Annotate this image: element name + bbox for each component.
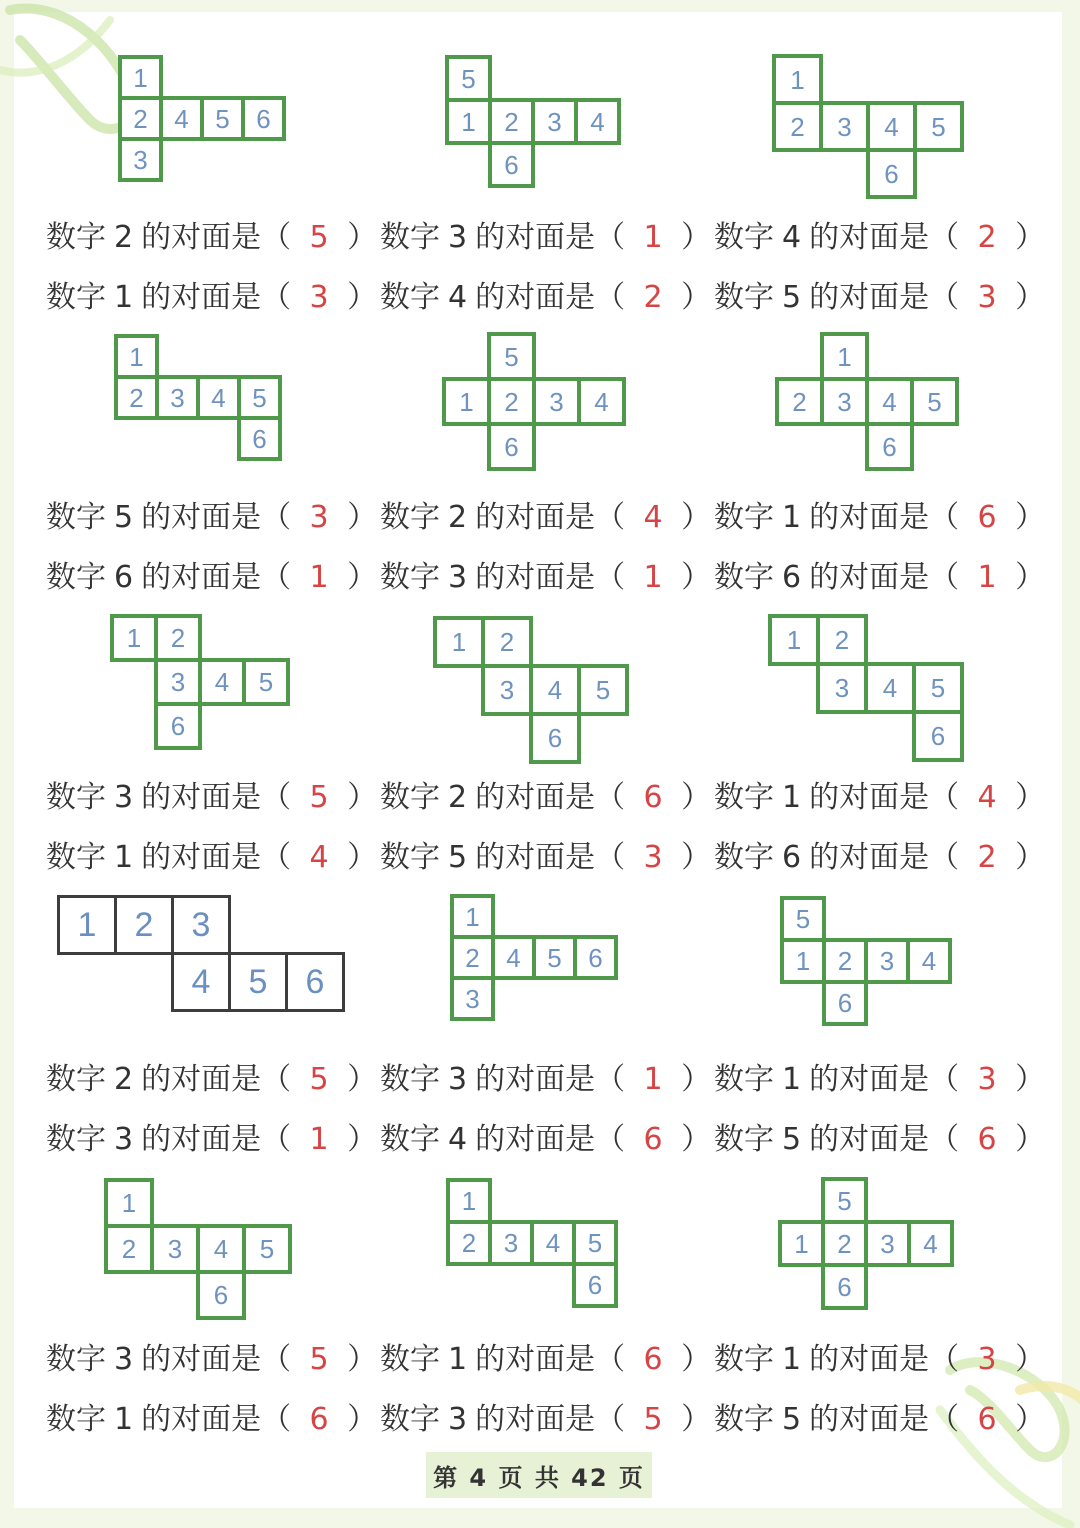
question-prefix: 数字 [714,1062,774,1097]
face-number: 1 [782,1062,802,1097]
question-prefix: 数字 [46,840,106,875]
question-end: ） [347,1402,378,1437]
net-cell: 6 [285,952,345,1012]
question-end: ） [1015,220,1046,255]
net-cell: 3 [118,137,163,182]
net-cell: 6 [572,1262,618,1308]
face-number: 3 [448,560,468,595]
opposite-face-question [46,1050,377,1110]
answer-value: 6 [977,500,997,535]
question-end: ） [347,1062,378,1097]
face-number: 1 [448,1342,468,1377]
answer-value: 6 [643,780,663,815]
opposite-face-question [714,1110,1045,1170]
question-prefix: 数字 [714,500,774,535]
net-cell: 1 [780,938,826,984]
opposite-face-question [714,548,1045,608]
question-prefix: 数字 [714,840,774,875]
face-number: 1 [114,1402,134,1437]
question-mid: 的对面是（ [809,1122,960,1157]
question-mid: 的对面是（ [141,1122,292,1157]
question-prefix: 数字 [380,280,440,315]
opposite-face-question [46,1110,377,1170]
net-cell: 4 [906,938,952,984]
opposite-face-question [380,488,711,548]
opposite-face-question [714,208,1045,268]
page-number-text: 第 4 页 共 42 页 [433,1463,645,1492]
face-number: 2 [114,1062,134,1097]
net-cell: 6 [487,422,536,471]
net-cell: 6 [154,702,202,750]
net-cell: 3 [154,658,202,706]
net-cell: 6 [912,710,964,762]
net-cell: 1 [768,614,820,666]
answer-value: 3 [309,280,329,315]
face-number: 2 [448,780,468,815]
face-number: 5 [782,280,802,315]
face-number: 5 [114,500,134,535]
question-prefix: 数字 [46,1062,106,1097]
net-cell: 6 [237,416,282,461]
net-cell: 5 [821,1177,868,1224]
net-cell: 6 [821,1263,868,1310]
question-row [0,768,1080,828]
answer-value: 5 [309,1062,329,1097]
net-cell: 2 [488,98,535,145]
question-end: ） [347,1122,378,1157]
opposite-face-question [714,1390,1045,1450]
net-cell: 4 [491,935,536,980]
question-end: ） [1015,1342,1046,1377]
face-number: 3 [448,1062,468,1097]
net-cell: 1 [110,614,158,662]
opposite-face-question [380,1050,711,1110]
net-cell: 6 [822,980,868,1026]
question-prefix: 数字 [380,560,440,595]
question-mid: 的对面是（ [809,780,960,815]
opposite-face-question [380,1110,711,1170]
question-end: ） [681,840,712,875]
question-end: ） [347,220,378,255]
net-cell: 2 [821,1220,868,1267]
face-number: 4 [448,280,468,315]
face-number: 6 [782,840,802,875]
net-cell: 1 [442,377,491,426]
question-mid: 的对面是（ [475,840,626,875]
question-end: ） [347,780,378,815]
answer-value: 6 [977,1122,997,1157]
opposite-face-question [46,548,377,608]
answer-value: 6 [643,1342,663,1377]
question-row [0,268,1080,328]
net-cell: 4 [865,377,914,426]
face-number: 6 [114,560,134,595]
net-cell: 3 [819,101,870,152]
net-cell: 3 [864,1220,911,1267]
answer-value: 3 [977,1342,997,1377]
question-end: ） [1015,840,1046,875]
net-cell: 1 [772,54,823,105]
net-cell: 5 [572,1220,618,1266]
net-cell: 3 [481,664,533,716]
opposite-face-question [46,1330,377,1390]
net-cell: 4 [907,1220,954,1267]
answer-value: 3 [977,280,997,315]
answer-value: 2 [643,280,663,315]
opposite-face-question [380,828,711,888]
question-prefix: 数字 [380,1342,440,1377]
question-mid: 的对面是（ [475,280,626,315]
net-cell: 5 [242,1224,292,1274]
net-cell: 5 [912,662,964,714]
answer-value: 3 [977,1062,997,1097]
question-end: ） [347,840,378,875]
face-number: 5 [448,840,468,875]
face-number: 5 [782,1122,802,1157]
question-end: ） [681,560,712,595]
face-number: 6 [782,560,802,595]
question-mid: 的对面是（ [809,280,960,315]
question-row [0,828,1080,888]
opposite-face-question [714,1050,1045,1110]
opposite-face-question [714,268,1045,328]
question-prefix: 数字 [380,1402,440,1437]
net-cell: 2 [487,377,536,426]
net-cell: 2 [481,616,533,668]
question-prefix: 数字 [714,1342,774,1377]
net-cell: 3 [820,377,869,426]
answer-value: 6 [643,1122,663,1157]
opposite-face-question [46,1390,377,1450]
question-end: ） [681,1062,712,1097]
face-number: 1 [782,500,802,535]
net-cell: 6 [241,96,286,141]
question-mid: 的对面是（ [141,1342,292,1377]
net-cell: 4 [196,375,241,420]
net-cell: 3 [450,976,495,1021]
face-number: 1 [114,840,134,875]
net-cell: 4 [864,662,916,714]
net-cell: 6 [865,422,914,471]
net-cell: 5 [910,377,959,426]
question-end: ） [1015,280,1046,315]
opposite-face-question [380,548,711,608]
answer-value: 2 [977,840,997,875]
net-cell: 2 [446,1220,492,1266]
page-number-footer [426,1452,652,1498]
face-number: 1 [782,1342,802,1377]
question-mid: 的对面是（ [475,500,626,535]
net-cell: 1 [820,332,869,381]
question-mid: 的对面是（ [809,1402,960,1437]
question-mid: 的对面是（ [809,500,960,535]
net-cell: 1 [114,334,159,379]
net-cell: 4 [198,658,246,706]
net-cell: 2 [154,614,202,662]
face-number: 5 [782,1402,802,1437]
question-end: ） [681,780,712,815]
net-cell: 3 [150,1224,200,1274]
answer-value: 4 [309,840,329,875]
net-cell: 4 [529,664,581,716]
answer-value: 6 [977,1402,997,1437]
net-cell: 4 [530,1220,576,1266]
net-cell: 5 [913,101,964,152]
answer-value: 4 [977,780,997,815]
net-cell: 2 [114,895,174,955]
question-prefix: 数字 [380,840,440,875]
question-end: ） [681,280,712,315]
answer-value: 1 [643,560,663,595]
question-row [0,1330,1080,1390]
net-cell: 4 [196,1224,246,1274]
question-end: ） [681,1342,712,1377]
question-end: ） [347,280,378,315]
question-prefix: 数字 [380,1122,440,1157]
answer-value: 5 [309,780,329,815]
answer-value: 1 [643,1062,663,1097]
question-prefix: 数字 [714,220,774,255]
question-prefix: 数字 [714,280,774,315]
question-prefix: 数字 [380,500,440,535]
net-cell: 5 [780,896,826,942]
face-number: 4 [782,220,802,255]
answer-value: 1 [977,560,997,595]
face-number: 3 [114,1122,134,1157]
question-row [0,548,1080,608]
net-cell: 5 [200,96,245,141]
net-cell: 3 [532,377,581,426]
net-cell: 2 [450,935,495,980]
question-mid: 的对面是（ [141,1062,292,1097]
question-end: ） [681,1402,712,1437]
answer-value: 1 [309,560,329,595]
answer-value: 5 [309,1342,329,1377]
net-cell: 1 [450,894,495,939]
question-row [0,1390,1080,1450]
opposite-face-question [380,208,711,268]
net-cell: 2 [772,101,823,152]
net-cell: 2 [816,614,868,666]
face-number: 4 [448,1122,468,1157]
net-cell: 5 [487,332,536,381]
question-prefix: 数字 [380,220,440,255]
question-row [0,1110,1080,1170]
question-mid: 的对面是（ [809,560,960,595]
question-mid: 的对面是（ [475,560,626,595]
face-number: 1 [114,280,134,315]
opposite-face-question [714,768,1045,828]
net-cell: 1 [445,98,492,145]
net-cell: 5 [237,375,282,420]
question-end: ） [347,560,378,595]
net-cell: 5 [532,935,577,980]
net-cell: 6 [488,141,535,188]
question-prefix: 数字 [714,1402,774,1437]
net-cell: 6 [866,148,917,199]
opposite-face-question [46,828,377,888]
face-number: 3 [448,1402,468,1437]
net-cell: 4 [866,101,917,152]
net-cell: 4 [171,952,231,1012]
question-end: ） [681,220,712,255]
net-cell: 4 [159,96,204,141]
question-prefix: 数字 [380,780,440,815]
opposite-face-question [380,1330,711,1390]
opposite-face-question [380,268,711,328]
question-mid: 的对面是（ [475,1122,626,1157]
opposite-face-question [380,768,711,828]
face-number: 3 [114,780,134,815]
face-number: 2 [114,220,134,255]
net-cell: 3 [816,662,868,714]
question-end: ） [347,1342,378,1377]
question-mid: 的对面是（ [809,1342,960,1377]
question-prefix: 数字 [46,220,106,255]
question-mid: 的对面是（ [475,1062,626,1097]
net-cell: 2 [114,375,159,420]
question-mid: 的对面是（ [809,1062,960,1097]
answer-value: 4 [643,500,663,535]
question-mid: 的对面是（ [475,780,626,815]
question-row [0,208,1080,268]
question-row [0,1050,1080,1110]
net-cell: 1 [778,1220,825,1267]
question-prefix: 数字 [714,560,774,595]
question-mid: 的对面是（ [809,220,960,255]
net-cell: 1 [446,1178,492,1224]
face-number: 3 [114,1342,134,1377]
question-mid: 的对面是（ [475,1402,626,1437]
question-mid: 的对面是（ [141,780,292,815]
answer-value: 2 [977,220,997,255]
question-prefix: 数字 [46,500,106,535]
net-cell: 3 [864,938,910,984]
net-cell: 2 [104,1224,154,1274]
opposite-face-question [46,488,377,548]
question-end: ） [681,500,712,535]
net-cell: 6 [196,1270,246,1320]
question-end: ） [1015,560,1046,595]
net-cell: 3 [155,375,200,420]
question-prefix: 数字 [46,560,106,595]
question-prefix: 数字 [714,1122,774,1157]
question-end: ） [1015,1062,1046,1097]
question-mid: 的对面是（ [141,1402,292,1437]
net-cell: 1 [104,1178,154,1228]
answer-value: 3 [643,840,663,875]
question-prefix: 数字 [714,780,774,815]
net-cell: 5 [445,55,492,102]
question-end: ） [347,500,378,535]
net-cell: 3 [531,98,578,145]
opposite-face-question [46,268,377,328]
face-number: 3 [448,220,468,255]
question-prefix: 数字 [46,780,106,815]
net-cell: 4 [574,98,621,145]
question-mid: 的对面是（ [809,840,960,875]
opposite-face-question [380,1390,711,1450]
question-mid: 的对面是（ [141,840,292,875]
net-cell: 5 [577,664,629,716]
question-prefix: 数字 [46,1342,106,1377]
question-row [0,488,1080,548]
question-end: ） [1015,1122,1046,1157]
answer-value: 1 [309,1122,329,1157]
answer-value: 5 [643,1402,663,1437]
question-end: ） [1015,1402,1046,1437]
net-cell: 2 [822,938,868,984]
answer-value: 5 [309,220,329,255]
question-mid: 的对面是（ [141,500,292,535]
opposite-face-question [714,488,1045,548]
net-cell: 5 [242,658,290,706]
net-cell: 3 [488,1220,534,1266]
net-cell: 6 [573,935,618,980]
question-mid: 的对面是（ [141,560,292,595]
question-end: ） [1015,780,1046,815]
net-cell: 2 [118,96,163,141]
question-mid: 的对面是（ [141,280,292,315]
face-number: 1 [782,780,802,815]
net-cell: 5 [228,952,288,1012]
net-cell: 1 [57,895,117,955]
question-mid: 的对面是（ [475,220,626,255]
answer-value: 1 [643,220,663,255]
answer-value: 3 [309,500,329,535]
question-prefix: 数字 [46,1122,106,1157]
net-cell: 2 [775,377,824,426]
question-prefix: 数字 [380,1062,440,1097]
net-cell: 1 [118,55,163,100]
question-end: ） [1015,500,1046,535]
net-cell: 4 [577,377,626,426]
question-mid: 的对面是（ [141,220,292,255]
net-cell: 3 [171,895,231,955]
net-cell: 6 [529,712,581,764]
question-prefix: 数字 [46,1402,106,1437]
question-end: ） [681,1122,712,1157]
question-prefix: 数字 [46,280,106,315]
opposite-face-question [46,768,377,828]
opposite-face-question [714,1330,1045,1390]
face-number: 2 [448,500,468,535]
opposite-face-question [714,828,1045,888]
opposite-face-question [46,208,377,268]
net-cell: 1 [433,616,485,668]
answer-value: 6 [309,1402,329,1437]
question-mid: 的对面是（ [475,1342,626,1377]
